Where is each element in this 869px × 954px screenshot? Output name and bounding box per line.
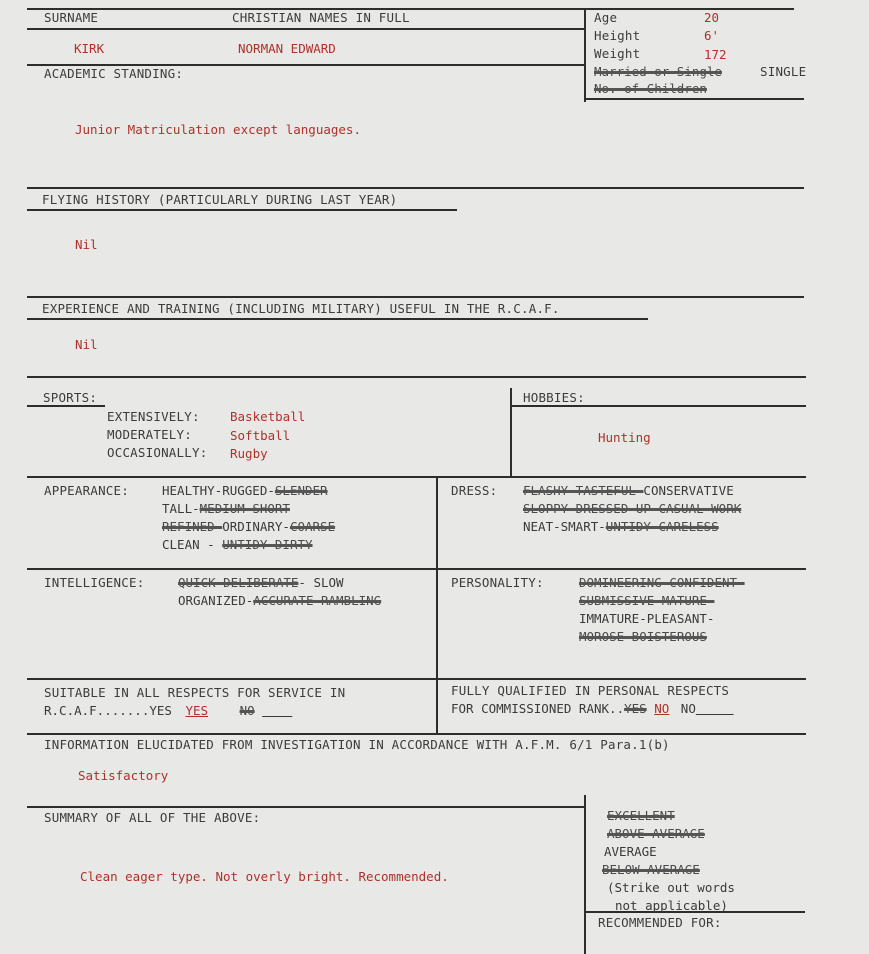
appearance-label: APPEARANCE:: [44, 483, 129, 498]
sports-moderately-label: MODERATELY:: [107, 427, 192, 442]
rule-suitable-top: [27, 678, 806, 680]
suitable-line-1: SUITABLE IN ALL RESPECTS FOR SERVICE IN: [44, 685, 346, 700]
appearance-struck: MEDIUM-SHORT: [199, 501, 290, 516]
rule-top: [27, 8, 794, 10]
rule-vert-summary: [584, 795, 586, 954]
qualified-underline: [696, 701, 734, 716]
personality-label: PERSONALITY:: [451, 575, 544, 590]
dress-line-2: [523, 501, 741, 516]
rule-vert-mid: [436, 476, 438, 734]
qualified-line-2: [451, 701, 734, 716]
children-struck: No. of Children: [594, 81, 707, 96]
rule-vert-hobbies: [510, 388, 512, 476]
appearance-option: HEALTHY-RUGGED-: [162, 483, 275, 498]
appearance-struck: SLENDER: [274, 483, 328, 498]
appearance-line-2: [162, 501, 290, 516]
rating-above-average-struck: ABOVE AVERAGE: [607, 826, 705, 841]
experience-label: EXPERIENCE AND TRAINING (INCLUDING MILITARY) USEFUL IN THE R.C.A.F.: [42, 301, 560, 316]
rating-excellent-struck: EXCELLENT: [607, 808, 675, 823]
suitable-answer: YES: [185, 703, 209, 718]
christian-names-value: NORMAN EDWARD: [238, 41, 336, 56]
married-struck: Married or Single: [594, 64, 722, 79]
academic-standing-label: ACADEMIC STANDING:: [44, 66, 184, 81]
sports-label: SPORTS:: [43, 390, 98, 405]
rating-below-average-struck: BELOW AVERAGE: [602, 862, 700, 877]
rule-hobbies-under: [510, 405, 806, 407]
intelligence-label: INTELLIGENCE:: [44, 575, 145, 590]
rating-note-1: (Strike out words: [607, 880, 735, 895]
rule-intel-top: [27, 568, 806, 570]
dress-option: NEAT-SMART-: [523, 519, 606, 534]
qualified-prompt: FOR COMMISSIONED RANK..: [451, 701, 625, 716]
qualified-answer: NO: [654, 701, 670, 716]
appearance-option: CLEAN -: [162, 537, 223, 552]
rule-sports-under: [27, 405, 105, 407]
personality-line-3: IMMATURE-PLEASANT-: [579, 611, 715, 626]
sports-extensively-value: Basketball: [230, 409, 306, 424]
qualified-struck: YES: [624, 701, 647, 716]
hobbies-label: HOBBIES:: [523, 390, 585, 405]
weight-label: Weight: [594, 46, 641, 61]
dress-line-1: [523, 483, 734, 498]
rule-names: [27, 28, 584, 30]
hobbies-value: Hunting: [598, 430, 651, 445]
intelligence-line-2: [178, 593, 381, 608]
suitable-struck: NO: [239, 703, 255, 718]
appearance-line-3: [162, 519, 335, 534]
rule-experience: [27, 296, 804, 298]
sports-occasionally-value: Rugby: [230, 446, 268, 461]
intelligence-struck: ACCURATE-RAMBLING: [253, 593, 382, 608]
dress-struck: FLASHY-TASTEFUL-: [523, 483, 644, 498]
summary-value: Clean eager type. Not overly bright. Recommended.: [80, 869, 449, 884]
age-value: 20: [704, 10, 720, 25]
appearance-struck: COARSE: [289, 519, 336, 534]
rating-average: AVERAGE: [604, 844, 657, 859]
rule-suitable-bottom: [27, 733, 806, 735]
dress-label: DRESS:: [451, 483, 498, 498]
academic-standing-value: Junior Matriculation except languages.: [75, 122, 361, 137]
recommended-for-label: RECOMMENDED FOR:: [598, 915, 722, 930]
appearance-line-4: [162, 537, 313, 552]
qualified-line-1: FULLY QUALIFIED IN PERSONAL RESPECTS: [451, 683, 730, 698]
rule-sports-top: [27, 376, 806, 378]
surname-value: KIRK: [74, 41, 105, 56]
sports-occasionally-label: OCCASIONALLY:: [107, 445, 208, 460]
personality-line-2: SUBMISSIVE-MATURE-: [579, 593, 715, 608]
rule-flying: [27, 187, 804, 189]
appearance-struck: REFINED-: [162, 519, 223, 534]
age-label: Age: [594, 10, 618, 25]
flying-history-label: FLYING HISTORY (PARTICULARLY DURING LAST YEAR): [42, 192, 398, 207]
rule-experience-under: [27, 318, 648, 320]
sports-moderately-value: Softball: [230, 428, 291, 443]
rule-married-bottom: [584, 98, 804, 100]
appearance-option: TALL-: [162, 501, 200, 516]
appearance-struck: UNTIDY-DIRTY: [222, 537, 313, 552]
appearance-line-1: [162, 483, 328, 498]
intelligence-struck: QUICK-DELIBERATE: [178, 575, 299, 590]
personality-line-4: MOROSE-BOISTEROUS: [579, 629, 707, 644]
qualified-after: NO: [680, 701, 696, 716]
sports-extensively-label: EXTENSIVELY:: [107, 409, 200, 424]
intelligence-option: ORGANIZED-: [178, 593, 254, 608]
experience-value: Nil: [75, 337, 98, 352]
rule-vert-top: [584, 8, 586, 102]
dress-option: CONSERVATIVE: [643, 483, 734, 498]
appearance-option: ORDINARY-: [222, 519, 290, 534]
christian-names-label: CHRISTIAN NAMES IN FULL: [232, 10, 410, 25]
height-value: 6': [704, 28, 720, 43]
surname-label: SURNAME: [44, 10, 99, 25]
investigation-value: Satisfactory: [78, 768, 169, 783]
suitable-underline: [262, 703, 292, 718]
weight-value: 172: [704, 47, 727, 62]
intelligence-line-1: [178, 575, 344, 590]
dress-struck: SLOPPY-DRESSED-UP-CASUAL-WORK: [523, 501, 742, 516]
married-value: SINGLE: [760, 64, 807, 79]
suitable-prompt: R.C.A.F.......YES: [44, 703, 172, 718]
personality-line-1: DOMINEERING-CONFIDENT-: [579, 575, 745, 590]
dress-struck: UNTIDY-CARELESS: [605, 519, 719, 534]
rating-note-2: not applicable): [615, 898, 728, 913]
summary-label: SUMMARY OF ALL OF THE ABOVE:: [44, 810, 261, 825]
dress-line-3: [523, 519, 719, 534]
height-label: Height: [594, 28, 641, 43]
suitable-line-2: [44, 703, 292, 718]
rule-flying-under: [27, 209, 457, 211]
rule-summary-top: [27, 806, 584, 808]
investigation-label: INFORMATION ELUCIDATED FROM INVESTIGATION IN ACCORDANCE WITH A.F.M. 6/1 Para.1(b): [44, 737, 670, 752]
intelligence-option: - SLOW: [298, 575, 344, 590]
rule-appearance-top: [27, 476, 806, 478]
flying-history-value: Nil: [75, 237, 98, 252]
